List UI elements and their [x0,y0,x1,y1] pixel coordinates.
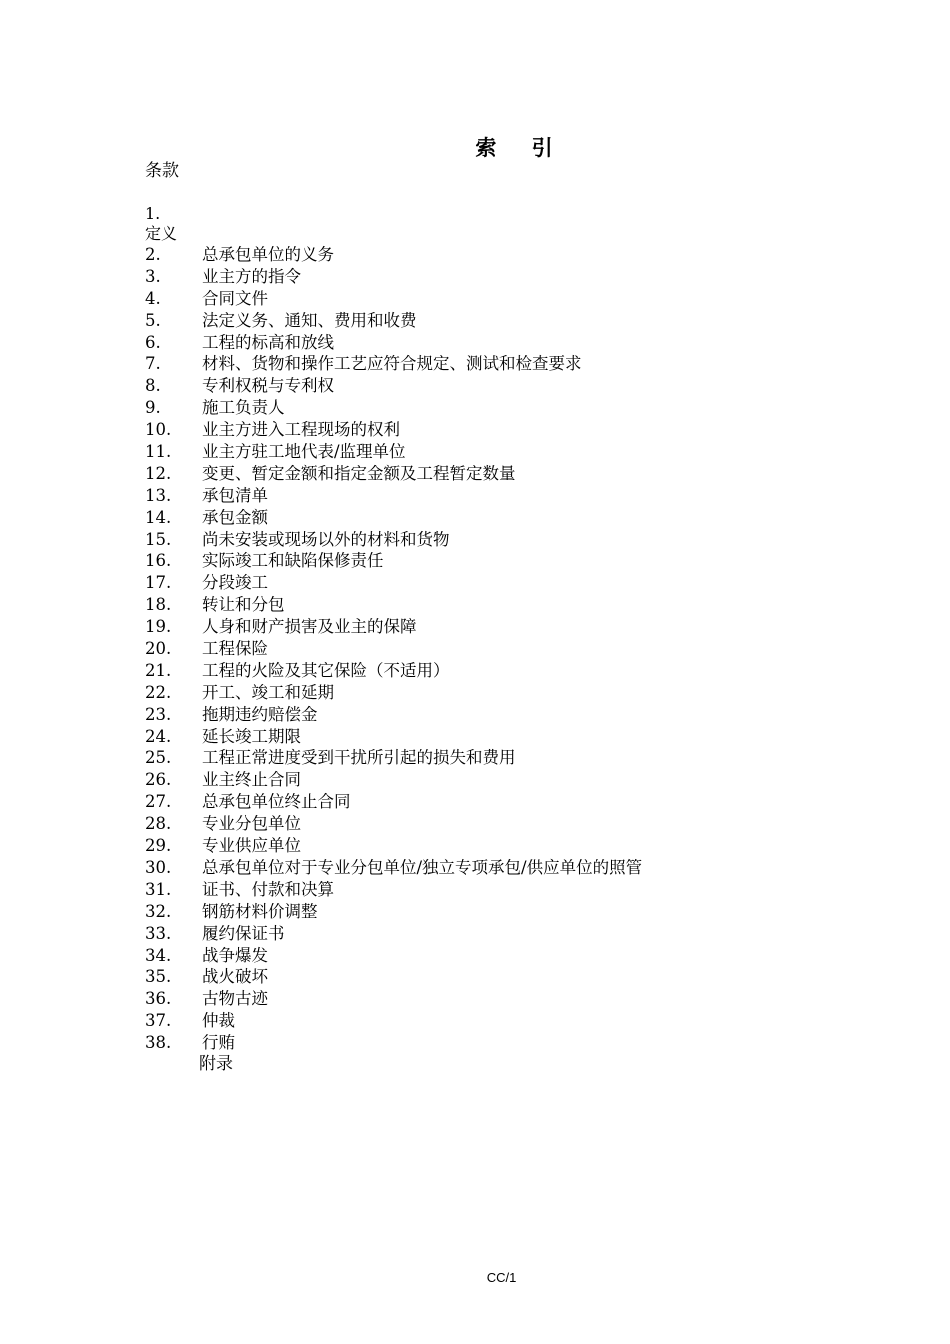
index-row [145,769,642,791]
index-row [145,726,642,748]
index-row [145,901,642,923]
index-row [145,835,642,857]
index-row [145,507,642,529]
item-number: 8. [145,376,161,396]
item-number: 6. [145,332,161,352]
page-footer: CC/1 [486,1270,517,1285]
item-number: 28. [145,814,172,834]
item-text: 总承包单位对于专业分包单位/独立专项承包/供应单位的照管 [202,857,643,877]
item-text: 业主方驻工地代表/监理单位 [202,442,406,462]
item-text: 材料、货物和操作工艺应符合规定、测试和检查要求 [202,354,582,374]
item-text: 尚未安装或现场以外的材料和货物 [202,529,450,549]
item-number: 34. [145,945,172,965]
item-text: 施工负责人 [202,398,285,418]
item-text: 总承包单位的义务 [202,245,334,264]
index-row [145,244,642,266]
item-text: 战火破坏 [202,967,268,987]
item-number: 27. [145,792,172,812]
item-number: 16. [145,551,172,571]
item-number: 31. [145,879,172,899]
clause-column-header: 条款 [145,161,179,181]
item-text: 法定义务、通知、费用和收费 [202,310,417,330]
item-text: 履约保证书 [202,923,285,943]
index-row [145,988,642,1010]
item-number: 13. [145,485,172,505]
index-row [145,660,642,682]
item-text: 合同文件 [202,288,268,308]
item-text: 仲裁 [202,1011,235,1031]
index-row [145,923,642,945]
index-row [145,1032,642,1054]
index-row [145,266,642,288]
item-text: 战争爆发 [202,945,268,965]
item-number: 10. [145,420,172,440]
item-number: 3. [145,266,161,286]
index-row [145,529,642,551]
item-number: 36. [145,989,172,1009]
item-text: 业主方的指令 [202,266,301,286]
item-number: 11. [145,442,172,462]
index-row [145,945,642,967]
item-number: 30. [145,857,172,877]
index-row [145,813,642,835]
index-row [145,332,642,354]
item-text: 拖期违约赔偿金 [202,704,318,724]
item-number: 12. [145,463,172,483]
item-number: 35. [145,967,172,987]
index-row [145,397,642,419]
index-row [145,594,642,616]
item-text: 业主方进入工程现场的权利 [202,420,400,440]
item-text: 变更、暂定金额和指定金额及工程暂定数量 [202,463,516,483]
item-number: 37. [145,1011,172,1031]
item-text: 总承包单位终止合同 [202,792,351,812]
item-number: 29. [145,836,172,856]
index-row [145,791,642,813]
item-text: 分段竣工 [202,573,268,593]
item-text: 行贿 [202,1033,235,1053]
index-row [145,310,642,332]
item-text: 证书、付款和决算 [202,879,334,899]
item-number: 22. [145,682,172,702]
item-number: 21. [145,660,172,680]
item-text: 古物古迹 [202,989,268,1009]
item-number: 33. [145,923,172,943]
item-number: 26. [145,770,172,790]
item-text: 钢筋材料价调整 [202,901,318,921]
index-row [145,682,642,704]
item-number: 25. [145,748,172,768]
item-text: 转让和分包 [202,595,285,615]
index-row [145,879,642,901]
page-title: 索 引 [475,135,567,160]
item-number: 9. [145,398,161,418]
item-number: 5. [145,310,161,330]
item-text: 实际竣工和缺陷保修责任 [202,551,384,571]
appendix-label: 附录 [199,1054,233,1074]
item-text: 专利权税与专利权 [202,376,334,396]
item-number: 17. [145,573,172,593]
index-row [145,550,642,572]
item-text: 专业分包单位 [202,814,301,834]
item-text: 定义 [145,224,178,243]
index-row [145,419,642,441]
index-row [145,463,642,485]
index-row [145,966,642,988]
index-row [145,441,642,463]
item-number: 24. [145,726,172,746]
index-row [145,747,642,769]
item-text: 工程正常进度受到干扰所引起的损失和费用 [202,748,516,768]
index-row [145,288,642,310]
index-row [145,375,642,397]
index-row [145,1010,642,1032]
item-number: 14. [145,507,172,527]
item-text: 专业供应单位 [202,836,301,856]
index-row [145,638,642,660]
item-text: 工程保险 [202,639,268,659]
item-number: 20. [145,639,172,659]
item-number: 1. [145,204,161,223]
item-text: 开工、竣工和延期 [202,682,334,702]
item-number: 2. [145,245,161,264]
item-text: 工程的火险及其它保险（不适用） [202,660,450,680]
index-list [145,244,642,1054]
item-text: 承包清单 [202,485,268,505]
item-text: 业主终止合同 [202,770,301,790]
index-row [145,616,642,638]
item-number: 23. [145,704,172,724]
item-text: 承包金额 [202,507,268,527]
item-text: 延长竣工期限 [202,726,301,746]
item-text: 人身和财产损害及业主的保障 [202,617,417,637]
item-text: 工程的标高和放线 [202,332,334,352]
item-number: 7. [145,354,161,374]
index-row [145,572,642,594]
item-number: 19. [145,617,172,637]
index-row [145,485,642,507]
item-number: 4. [145,288,161,308]
item-number: 38. [145,1033,172,1053]
index-row [145,704,642,726]
item-number: 15. [145,529,172,549]
item-number: 18. [145,595,172,615]
item-number: 32. [145,901,172,921]
index-row [145,857,642,879]
index-row [145,353,642,375]
